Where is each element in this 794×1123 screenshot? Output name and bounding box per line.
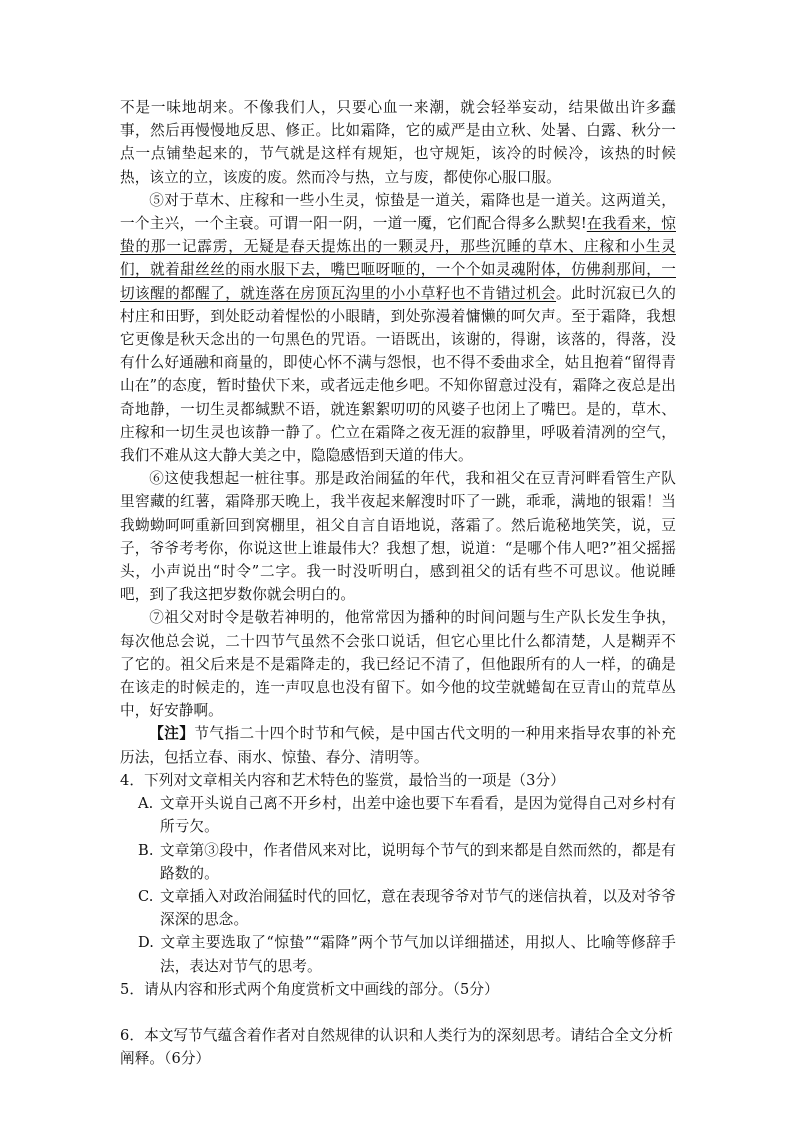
question-4-option-d [120,931,676,977]
article-paragraph-5 [120,189,676,467]
paragraph-5-intro: ⑤对于草木、庄稼和一些小生灵，惊蛰是一道关，霜降也是一道关。这两道关，一个主兴，一个主衰。可谓一阳一阴，一道一魇，它们配合得多么默契! [120,191,676,233]
option-letter: B. [138,841,154,859]
option-text: 文章插入对政治闹猛时代的回忆，意在表现爷爷对节气的迷信执着，以及对爷爷深深的思念。 [160,887,676,929]
footnote-label: 【注】 [149,725,195,743]
option-letter: D. [138,934,155,952]
question-6: 6．本文写节气蕴含着作者对自然规律的认识和人类行为的深刻思考。请结合全文分析阐释。（6分） [120,1026,674,1068]
option-letter: A. [138,795,154,813]
option-text: 文章主要选取了“惊蛰”“霜降”两个节气加以详细描述，用拟人、比喻等修辞手法，表达对节气的思考。 [160,934,676,975]
footnote [120,722,676,768]
question-4-option-c [120,885,676,931]
question-4-option-b [120,839,676,885]
question-4-option-a [120,792,676,838]
exam-page [120,96,676,1070]
article-paragraph-6: ⑥这使我想起一桩往事。那是政治闹猛的年代，我和祖父在豆青河畔看管生产队里窖藏的红薯，霜降那天晚上，我半夜起来解溲时吓了一跳，乖乖，满地的银霜！当我蚴蚴呵呵重新回到窝棚里，祖父自言自语地说，落霜了。然后诡秘地笑笑，说，豆子，爷爷考考你，你说这世上谁最伟大？我想了想，说道：“是哪个伟人吧?”祖父摇摇头，小声说出“时令”二字。我一时没听明白，感到祖父的话有些不可思议。他说睡吧，到了我这把岁数你就会明白的。 [120,470,676,604]
answer-space [120,1001,676,1024]
article-paragraph-7: ⑦祖父对时令是敬若神明的，他常常因为播种的时间问题与生产队长发生争执，每次他总会说，二十四节气虽然不会张口说话，但它心里比什么都清楚，人是糊弄不了它的。祖父后来是不是霜降走的，我已经记不清了，但他跟所有的人一样，的确是在该走的时候走的，连一声叹息也没有留下。如今他的坟茔就蜷匐在豆青山的荒草丛中，好安静啊。 [120,609,676,720]
question-4-stem: 4．下列对文章相关内容和艺术特色的鉴赏，最恰当的一项是（3分） [120,771,565,789]
paragraph-5-rest: 。此时沉寂已久的村庄和田野，到处眨动着惺忪的小眼睛，到处弥漫着慵懒的呵欠声。至于霜降，我想它更像是秋天念出的一句黑色的咒语。一语既出，该谢的，得谢，该落的，得落，没有什么好通融和商量的，即使心怀不满与怨恨，也不得不委曲求全，姑且抱着“留得青山在”的态度，暂时蛰伏下来，或者远走他乡吧。不知你留意过没有，霜降之夜总是出奇地静，一切生灵都缄默不语，就连絮絮叨叨的风婆子也闭上了嘴巴。是的，草木、庄稼和一切生灵也该静一静了。伫立在霜降之夜无涯的寂静里，呼吸着清冽的空气，我们不难从这大静大美之中，隐隐感悟到天道的伟大。 [120,284,676,465]
article-paragraph-continued: 不是一味地胡来。不像我们人，只要心血一来潮，就会轻举妄动，结果做出许多蠢事，然后再慢慢地反思、修正。比如霜降，它的威严是由立秋、处暑、白露、秋分一点一点铺垫起来的，节气就是这样有规矩，也守规矩，该冷的时候冷，该热的时候热，该立的立，该废的废。然而冷与热，立与废，都使你心服口服。 [120,99,676,186]
option-letter: C. [138,887,154,905]
underlined-passage: 在我看来，惊蛰的那一记霹雳，无疑是春天提炼出的一颗灵丹，那些沉睡的草木、庄稼和小生灵们，就着甜丝丝的雨水服下去，嘴巴咂呀咂的，一个个如灵魂附体，仿佛刹那间，一切该醒的都醒了，就连落在房顶瓦沟里的小小草籽也不肯错过机会 [120,215,676,302]
footnote-text: 节气指二十四个时节和气候，是中国古代文明的一种用来指导农事的补充历法，包括立春、雨水、惊蛰、春分、清明等。 [120,725,676,766]
option-text: 文章第③段中，作者借风来对比，说明每个节气的到来都是自然而然的，都是有路数的。 [160,841,676,882]
question-5: 5．请从内容和形式两个角度赏析文中画线的部分。（5分） [120,980,499,998]
option-text: 文章开头说自己离不开乡村，出差中途也要下车看看，是因为觉得自己对乡村有所亏欠。 [160,795,676,836]
